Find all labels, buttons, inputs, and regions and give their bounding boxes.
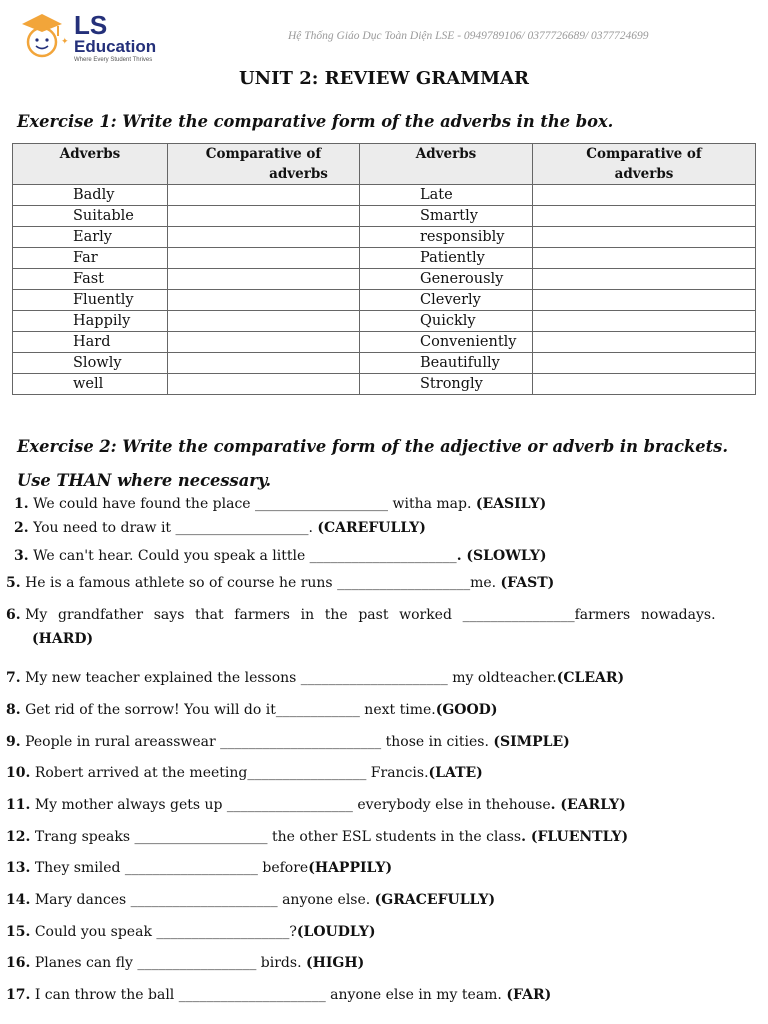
svg-text:✦: ✦ — [61, 37, 69, 47]
adverb-cell: Beautifully — [360, 353, 533, 374]
question-text: I can throw the ball _____________________ anyone else in my team. — [34, 987, 507, 1003]
table-row — [13, 374, 756, 395]
question-item — [6, 797, 626, 813]
table-row — [13, 269, 756, 290]
header-contact-info: Hệ Thống Giáo Dục Toàn Diện LSE - 0949789106/ 0377726689/ 0377724699 — [288, 30, 649, 42]
question-number: 10. — [6, 765, 31, 781]
question-hint: (SIMPLE) — [493, 734, 570, 750]
answer-cell[interactable] — [533, 185, 756, 206]
question-item — [14, 520, 426, 536]
question-number: 2. — [14, 520, 29, 536]
table-row — [13, 311, 756, 332]
table-row — [13, 248, 756, 269]
adverb-cell: Late — [360, 185, 533, 206]
question-text: They smiled ___________________ before — [34, 860, 309, 876]
adverb-cell: Cleverly — [360, 290, 533, 311]
answer-cell[interactable] — [533, 269, 756, 290]
adverb-cell: Hard — [13, 332, 168, 353]
question-item — [6, 702, 497, 718]
question-number: 16. — [6, 955, 31, 971]
adverbs-table — [12, 143, 756, 395]
question-text: We can't hear. Could you speak a little _____________________ — [33, 548, 457, 564]
adverb-cell: Patiently — [360, 248, 533, 269]
adverb-cell: Smartly — [360, 206, 533, 227]
exercise-1-heading: Exercise 1: Write the comparative form of the adverbs in the box. — [17, 112, 614, 131]
logo-main-text: LS — [74, 10, 108, 40]
question-hint: (GRACEFULLY) — [374, 892, 496, 908]
question-hint: . (EARLY) — [550, 797, 626, 813]
answer-cell[interactable] — [533, 248, 756, 269]
answer-cell[interactable] — [168, 185, 360, 206]
answer-cell[interactable] — [533, 353, 756, 374]
question-number: 12. — [6, 829, 31, 845]
logo-tagline: Where Every Student Thrives — [74, 57, 153, 63]
adverb-cell: Strongly — [360, 374, 533, 395]
answer-cell[interactable] — [533, 311, 756, 332]
question-text: Get rid of the sorrow! You will do it____________ next time. — [25, 702, 436, 718]
question-item — [6, 670, 624, 686]
answer-cell[interactable] — [168, 290, 360, 311]
question-text: You need to draw it ___________________. — [33, 520, 318, 536]
column-header-comparative: Comparative of adverbs — [168, 144, 360, 185]
adverb-cell: Happily — [13, 311, 168, 332]
column-header-adverbs-2: Adverbs — [360, 144, 533, 185]
question-item — [6, 829, 628, 845]
question-hint: (GOOD) — [435, 702, 498, 718]
question-hint: (FAST) — [500, 575, 555, 591]
adverb-cell: Fluently — [13, 290, 168, 311]
question-number: 15. — [6, 924, 31, 940]
question-hint: . (SLOWLY) — [456, 548, 547, 564]
question-text: We could have found the place ___________________ witha map. — [33, 496, 476, 512]
ls-education-logo — [14, 10, 174, 66]
column-header-adverbs: Adverbs — [13, 144, 168, 185]
adverb-cell: well — [13, 374, 168, 395]
adverb-cell: Generously — [360, 269, 533, 290]
question-item — [6, 892, 495, 908]
question-item — [6, 955, 364, 971]
question-hint: (CAREFULLY) — [317, 520, 426, 536]
question-item — [6, 860, 392, 876]
table-row — [13, 290, 756, 311]
question-item — [6, 734, 570, 750]
question-number: 7. — [6, 670, 21, 686]
answer-cell[interactable] — [533, 332, 756, 353]
question-hint: (HAPPILY) — [308, 860, 393, 876]
exercise-2-heading: Exercise 2: Write the comparative form of the adjective or adverb in brackets. Use THAN where necessary. — [17, 437, 728, 490]
question-hint: . (FLUENTLY) — [521, 829, 629, 845]
adverb-cell: Fast — [13, 269, 168, 290]
page-title: UNIT 2: REVIEW GRAMMAR — [238, 68, 529, 89]
answer-cell[interactable] — [168, 269, 360, 290]
adverb-cell: Badly — [13, 185, 168, 206]
answer-cell[interactable] — [168, 353, 360, 374]
question-number: 14. — [6, 892, 31, 908]
answer-cell[interactable] — [533, 290, 756, 311]
answer-cell[interactable] — [533, 374, 756, 395]
answer-cell[interactable] — [533, 227, 756, 248]
question-hint: (LATE) — [428, 765, 483, 781]
question-text: He is a famous athlete so of course he runs ___________________me. — [25, 575, 501, 591]
question-text: People in rural areasswear _______________________ those in cities. — [25, 734, 494, 750]
question-hint: (HARD) — [32, 631, 94, 647]
table-row — [13, 332, 756, 353]
question-number: 3. — [14, 548, 29, 564]
logo-sub-text: Education — [74, 37, 157, 56]
answer-cell[interactable] — [168, 248, 360, 269]
question-number: 13. — [6, 860, 31, 876]
adverb-cell: Far — [13, 248, 168, 269]
question-number: 6. — [6, 607, 21, 623]
question-number: 8. — [6, 702, 21, 718]
question-hint: (FAR) — [506, 987, 552, 1003]
adverb-cell: Early — [13, 227, 168, 248]
question-text: My mother always gets up __________________ everybody else in thehouse — [34, 797, 551, 813]
adverb-cell: Slowly — [13, 353, 168, 374]
question-item — [6, 987, 551, 1003]
question-number: 9. — [6, 734, 21, 750]
question-number: 1. — [14, 496, 29, 512]
question-text: Could you speak ___________________? — [34, 924, 297, 940]
question-item — [6, 575, 554, 591]
question-number: 17. — [6, 987, 31, 1003]
adverb-cell: responsibly — [360, 227, 533, 248]
question-number: 5. — [6, 575, 21, 591]
question-text: Trang speaks ___________________ the other ESL students in the class — [34, 829, 522, 845]
question-hint: (EASILY) — [475, 496, 547, 512]
question-hint: (LOUDLY) — [296, 924, 376, 940]
question-hint: (HIGH) — [305, 955, 365, 971]
question-hint: (CLEAR) — [556, 670, 625, 686]
question-item — [6, 765, 483, 781]
question-item — [6, 607, 766, 647]
table-header-row — [13, 144, 756, 185]
answer-cell[interactable] — [168, 227, 360, 248]
adverb-cell: Quickly — [360, 311, 533, 332]
question-item — [6, 924, 375, 940]
table-row — [13, 206, 756, 227]
adverb-cell: Conveniently — [360, 332, 533, 353]
question-item — [14, 548, 547, 564]
table-row — [13, 227, 756, 248]
question-text: Mary dances _____________________ anyone else. — [34, 892, 375, 908]
table-row — [13, 353, 756, 374]
question-text: My new teacher explained the lessons _____________________ my oldteacher. — [25, 670, 557, 686]
answer-cell[interactable] — [168, 374, 360, 395]
column-header-comparative-2: Comparative of adverbs — [533, 144, 756, 185]
page-header — [0, 0, 768, 70]
question-number: 11. — [6, 797, 31, 813]
question-text: Planes can fly _________________ birds. — [34, 955, 306, 971]
answer-cell[interactable] — [533, 206, 756, 227]
adverb-cell: Suitable — [13, 206, 168, 227]
answer-cell[interactable] — [168, 206, 360, 227]
question-item — [14, 496, 546, 512]
mascot-icon — [14, 10, 70, 60]
answer-cell[interactable] — [168, 311, 360, 332]
answer-cell[interactable] — [168, 332, 360, 353]
question-text: Robert arrived at the meeting_________________ Francis. — [34, 765, 429, 781]
table-row — [13, 185, 756, 206]
question-text: My grandfather says that farmers in the past worked ________________farmers nowadays. — [25, 607, 716, 623]
